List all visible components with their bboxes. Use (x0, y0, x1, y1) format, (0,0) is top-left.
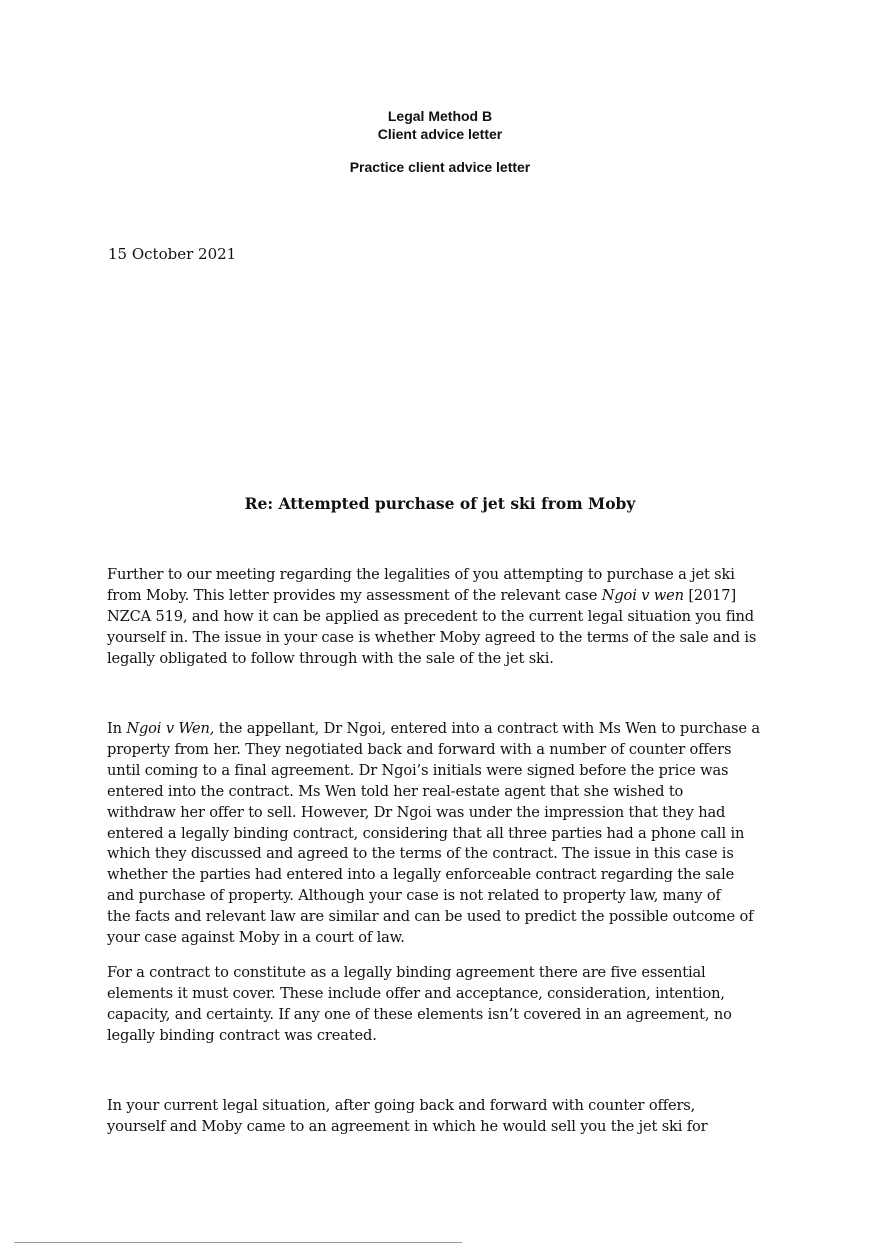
text-run: legally obligated to follow through with the sale of the jet ski. (107, 649, 554, 667)
body-paragraph-intro (107, 565, 777, 670)
text-run: withdraw her offer to sell. However, Dr Ngoi was under the impression that they had (107, 803, 726, 821)
document-subtitle: Practice client advice letter (349, 159, 531, 175)
text-run: In your current legal situation, after going back and forward with counter offers, (107, 1097, 696, 1114)
paragraph-line (107, 1005, 777, 1026)
text-run: Further to our meeting regarding the legalities of you attempting to purchase a jet ski (107, 566, 735, 583)
document-type: Client advice letter (377, 126, 503, 142)
text-run: legally binding contract was created. (107, 1026, 377, 1044)
paragraph-line (107, 844, 777, 865)
paragraph-line (107, 1117, 777, 1138)
paragraph-line (107, 719, 777, 740)
letter-date: 15 October 2021 (108, 245, 237, 263)
text-run: the facts and relevant law are similar and can be used to predict the possible outcome of (107, 908, 754, 926)
text-run: elements it must cover. These include offer and acceptance, consideration, intention, (107, 984, 725, 1002)
paragraph-line (107, 761, 777, 782)
text-run: property from her. They negotiated back and forward with a number of counter offers (107, 740, 732, 758)
document-header (0, 107, 880, 143)
paragraph-line (107, 565, 777, 586)
paragraph-line (107, 886, 777, 907)
body-paragraph-current-situation (107, 1096, 777, 1138)
paragraph-line (107, 803, 777, 824)
paragraph-line (107, 586, 777, 607)
paragraph-line (107, 1096, 777, 1117)
paragraph-line (107, 963, 777, 984)
text-run: yourself in. The issue in your case is whether Moby agreed to the terms of the sale and is (107, 628, 757, 646)
body-paragraph-case-summary (107, 719, 777, 949)
text-run: the appellant, Dr Ngoi, entered into a contract with Ms Wen to purchase a (214, 720, 760, 737)
text-run: NZCA 519, and how it can be applied as precedent to the current legal situation you find (107, 607, 754, 625)
letter-subject: Re: Attempted purchase of jet ski from Moby (244, 494, 636, 513)
paragraph-line (107, 740, 777, 761)
paragraph-line (107, 628, 777, 649)
body-paragraph-contract-elements (107, 963, 777, 1047)
page-bottom-rule (14, 1242, 462, 1243)
text-run: For a contract to constitute as a legally binding agreement there are five essential (107, 964, 706, 981)
paragraph-line (107, 928, 777, 949)
text-run: yourself and Moby came to an agreement in which he would sell you the jet ski for (107, 1117, 708, 1135)
paragraph-line (107, 1026, 777, 1047)
paragraph-line (107, 607, 777, 628)
paragraph-line (107, 907, 777, 928)
paragraph-line (107, 984, 777, 1005)
text-run: and purchase of property. Although your case is not related to property law, many of (107, 887, 721, 905)
case-citation: Ngoi v Wen, (126, 720, 215, 737)
text-run: whether the parties had entered into a legally enforceable contract regarding the sale (107, 866, 735, 884)
text-run: from Moby. This letter provides my assessment of the relevant case (107, 586, 602, 604)
course-title: Legal Method B (387, 108, 493, 124)
text-run: until coming to a final agreement. Dr Ngoi’s initials were signed before the price was (107, 761, 729, 779)
paragraph-line (107, 824, 777, 845)
text-run: In (107, 720, 127, 737)
case-citation: Ngoi v wen (601, 586, 684, 604)
text-run: entered into the contract. Ms Wen told her real-estate agent that she wished to (107, 782, 684, 800)
paragraph-line (107, 782, 777, 803)
text-run: which they discussed and agreed to the terms of the contract. The issue in this case is (107, 845, 734, 863)
text-run: capacity, and certainty. If any one of these elements isn’t covered in an agreement, no (107, 1005, 732, 1023)
paragraph-line (107, 865, 777, 886)
text-run: [2017] (683, 586, 736, 604)
text-run: entered a legally binding contract, considering that all three parties had a phone call in (107, 824, 745, 842)
paragraph-line (107, 649, 777, 670)
text-run: your case against Moby in a court of law. (107, 929, 405, 947)
